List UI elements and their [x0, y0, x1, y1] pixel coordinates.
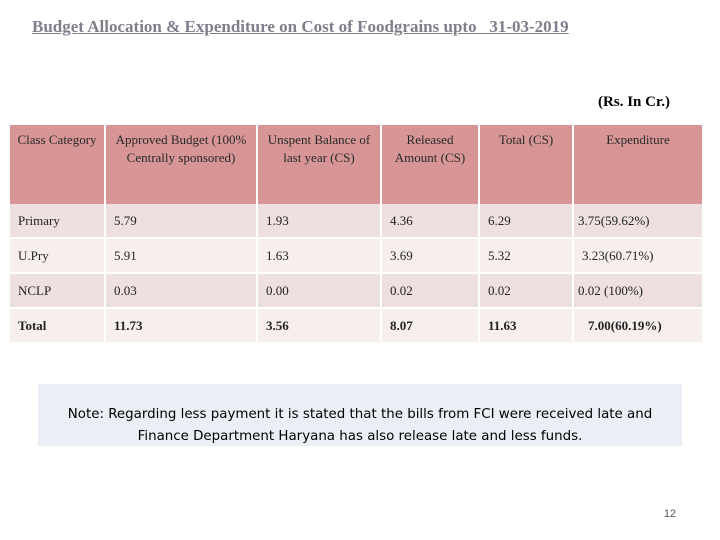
- cell-expenditure: 0.02 (100%): [574, 274, 702, 309]
- cell-unspent-balance: 0.00: [258, 274, 382, 309]
- cell-released-amount: 4.36: [382, 204, 480, 239]
- cell-unspent-balance: 1.93: [258, 204, 382, 239]
- table-row-nclp: [10, 274, 702, 309]
- header-approved-budget: Approved Budget (100% Centrally sponsored): [106, 125, 258, 204]
- cell-released-amount: 8.07: [382, 309, 480, 344]
- note-box: [38, 384, 682, 446]
- cell-unspent-balance: 3.56: [258, 309, 382, 344]
- cell-expenditure: 7.00(60.19%): [574, 309, 702, 344]
- header-class-category: Class Category: [10, 125, 106, 204]
- currency-units: (Rs. In Cr.): [598, 94, 670, 110]
- table-row-total: [10, 309, 702, 344]
- note-line-1: Note: Regarding less payment it is stated that the bills from FCI were received late and: [67, 407, 653, 422]
- cell-approved-budget: 11.73: [106, 309, 258, 344]
- cell-expenditure: 3.75(59.62%): [574, 204, 702, 239]
- cell-total: 5.32: [480, 239, 574, 274]
- header-total: Total (CS): [480, 125, 574, 204]
- table-row-upry: [10, 239, 702, 274]
- cell-total: 6.29: [480, 204, 574, 239]
- note-line-2: Finance Department Haryana has also release late and less funds.: [137, 429, 583, 444]
- table-row-primary: [10, 204, 702, 239]
- cell-category: NCLP: [10, 274, 106, 309]
- cell-total: 0.02: [480, 274, 574, 309]
- cell-released-amount: 3.69: [382, 239, 480, 274]
- page-number: 12: [663, 508, 677, 520]
- header-unspent-balance: Unspent Balance of last year (CS): [258, 125, 382, 204]
- cell-category: U.Pry: [10, 239, 106, 274]
- cell-expenditure: 3.23(60.71%): [574, 239, 702, 274]
- cell-category: Total: [10, 309, 106, 344]
- cell-category: Primary: [10, 204, 106, 239]
- cell-unspent-balance: 1.63: [258, 239, 382, 274]
- header-expenditure: Expenditure: [574, 125, 702, 204]
- table-header-row: [10, 125, 702, 204]
- cell-approved-budget: 0.03: [106, 274, 258, 309]
- cell-approved-budget: 5.79: [106, 204, 258, 239]
- header-released-amount: Released Amount (CS): [382, 125, 480, 204]
- cell-released-amount: 0.02: [382, 274, 480, 309]
- cell-total: 11.63: [480, 309, 574, 344]
- cell-approved-budget: 5.91: [106, 239, 258, 274]
- slide-title: Budget Allocation & Expenditure on Cost of Foodgrains upto 31-03-2019: [32, 17, 569, 36]
- budget-table: [10, 125, 702, 344]
